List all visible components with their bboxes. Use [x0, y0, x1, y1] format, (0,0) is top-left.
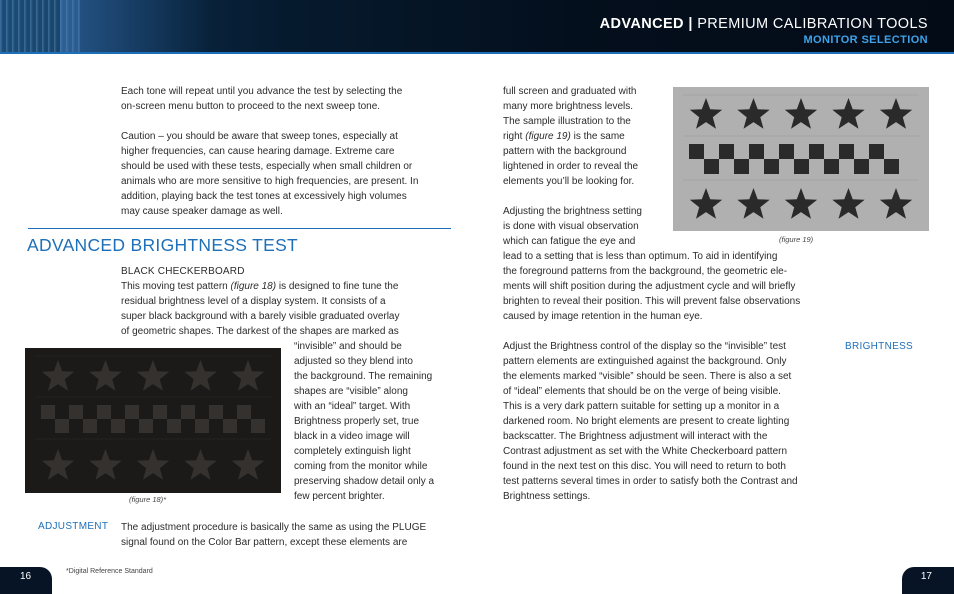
header-subtitle: MONITOR SELECTION [803, 34, 928, 46]
text-line: should be used with these tests, especially when small children or [121, 161, 413, 172]
star-icon [832, 188, 864, 219]
right-para-3 [503, 339, 833, 504]
checkerboard-square [153, 405, 167, 419]
text-line: found in the next test on this disc. You will need to return to both [503, 461, 786, 472]
checkerboard-square [719, 144, 734, 159]
checkerboard-square [809, 144, 824, 159]
checkerboard-square [839, 144, 854, 159]
figure-18-caption: (figure 18)* [129, 495, 167, 504]
text-line: super black background with a barely visible graduated overlay [121, 311, 400, 322]
text-line: Each tone will repeat until you advance the test by selecting the [121, 86, 403, 97]
side-heading-adjustment: ADJUSTMENT [38, 521, 109, 532]
text-line: Caution – you should be aware that sweep tones, especially at [121, 131, 398, 142]
figure-19-illustration [673, 87, 929, 231]
text-line: brighten to reveal their position. This will prevent false observations [503, 296, 801, 307]
text-line: the foreground patterns from the background, the geometric ele- [503, 266, 788, 277]
text-span: right [503, 131, 526, 142]
star-icon [232, 449, 264, 480]
left-para-1 [121, 84, 451, 114]
left-para-4 [121, 520, 451, 550]
text-line: with an “ideal” target. With [294, 401, 411, 412]
text-line: lightened in order to reveal the [503, 161, 639, 172]
page-number-right: 17 [902, 567, 954, 594]
text-line: test patterns several times in order to satisfy both the Contrast and [503, 476, 798, 487]
star-icon [184, 360, 216, 391]
star-icon [880, 98, 912, 129]
text-line: This is a very dark pattern suitable for setting up a monitor in a [503, 401, 780, 412]
checkerboard-square [209, 405, 223, 419]
text-line: many more brightness levels. [503, 101, 634, 112]
checkerboard-square [854, 159, 869, 174]
checkerboard-square [195, 419, 209, 433]
figure-reference: (figure 19) [525, 131, 571, 142]
star-icon [137, 360, 169, 391]
text-line: shapes are “visible” along [294, 386, 408, 397]
text-line: full screen and graduated with [503, 86, 637, 97]
header-accent-line [0, 52, 954, 54]
text-line: residual brightness level of a display system. It consists of a [121, 296, 386, 307]
text-line [121, 279, 451, 294]
text-line: which can fatigue the eye and [503, 236, 636, 247]
checkerboard-square [83, 419, 97, 433]
checkerboard-square [869, 144, 884, 159]
checkerboard-square [55, 419, 69, 433]
checkerboard-square [251, 419, 265, 433]
checkerboard-square [223, 419, 237, 433]
checkerboard-square [764, 159, 779, 174]
checkerboard-square [749, 144, 764, 159]
text-line: Adjusting the brightness setting [503, 206, 642, 217]
star-icon [42, 449, 74, 480]
checkerboard-square [779, 144, 794, 159]
checkerboard-square [794, 159, 809, 174]
text-line: caused by image retention in the human eye. [503, 311, 703, 322]
text-line: The sample illustration to the [503, 116, 631, 127]
page-number-left: 16 [0, 567, 52, 594]
side-heading-brightness: BRIGHTNESS [845, 341, 914, 352]
figure-19-pattern [673, 87, 929, 231]
text-line: is done with visual observation [503, 221, 639, 232]
text-line: backscatter. The Brightness adjustment will interact with the [503, 431, 768, 442]
star-icon [89, 449, 121, 480]
header-title-bold: ADVANCED | [599, 16, 693, 32]
checkerboard-square [167, 419, 181, 433]
text-line: darkened room. No bright elements are present to create lighting [503, 416, 790, 427]
star-icon [880, 188, 912, 219]
figure-reference: (figure 18) [230, 281, 277, 292]
text-line: addition, playing back the test tones at excessively high volumes [121, 191, 407, 202]
header-title [600, 16, 928, 32]
checkerboard-square [689, 144, 704, 159]
star-icon [89, 360, 121, 391]
text-line: pattern with the background [503, 146, 627, 157]
star-icon [737, 188, 769, 219]
checkerboard-square [237, 405, 251, 419]
text-line: Brightness properly set, true [294, 416, 420, 427]
star-icon [42, 360, 74, 391]
text-line: completely extinguish light [294, 446, 411, 457]
text-line: pattern elements are extinguished against the background. Only [503, 356, 787, 367]
page-header [0, 0, 954, 54]
figure-18-pattern [25, 348, 281, 493]
checkerboard-square [41, 405, 55, 419]
star-icon [232, 360, 264, 391]
text-line: signal found on the Color Bar pattern, except these elements are [121, 537, 408, 548]
checkerboard-square [111, 419, 125, 433]
text-line: may cause speaker damage as well. [121, 206, 283, 217]
text-line: Brightness settings. [503, 491, 591, 502]
checkerboard-square [884, 159, 899, 174]
star-icon [690, 188, 722, 219]
text-span: This moving test pattern [121, 281, 231, 292]
text-line: lead to a setting that is less than optimum. To aid in identifying [503, 251, 778, 262]
checkerboard-square [125, 405, 139, 419]
figure-18-black-checkerboard [25, 348, 281, 493]
star-icon [737, 98, 769, 129]
text-line: of “ideal” elements that should be on the verge of being visible. [503, 386, 781, 397]
text-line: coming from the monitor while [294, 461, 428, 472]
text-line: higher frequencies, can cause hearing damage. Extreme care [121, 146, 395, 157]
star-icon [690, 98, 722, 129]
text-line: Contrast adjustment as set with the White Checkerboard pattern [503, 446, 788, 457]
checkerboard-square [139, 419, 153, 433]
star-icon [137, 449, 169, 480]
right-para-2-wrap [503, 204, 659, 249]
text-line: adjusted so they blend into [294, 356, 413, 367]
text-line: on-screen menu button to proceed to the next sweep tone. [121, 101, 381, 112]
section-rule [28, 228, 451, 229]
star-icon [785, 188, 817, 219]
text-line [503, 129, 659, 144]
text-line: animals who are more sensitive to high frequencies, are present. In [121, 176, 419, 187]
right-para-2 [503, 249, 833, 324]
header-title-rest: PREMIUM CALIBRATION TOOLS [692, 16, 928, 32]
checkerboard-square [704, 159, 719, 174]
text-span: is the same [570, 131, 625, 142]
text-line: of geometric shapes. The darkest of the shapes are marked as [121, 326, 399, 337]
left-para-3 [121, 279, 451, 339]
star-icon [785, 98, 817, 129]
star-icon [184, 449, 216, 480]
text-line: preserving shadow detail only a [294, 476, 435, 487]
text-line: black in a video image will [294, 431, 410, 442]
right-para-1-wrap [503, 84, 659, 189]
checkerboard-square [181, 405, 195, 419]
figure-19-caption: (figure 19) [779, 235, 814, 244]
text-line: “invisible” and should be [294, 341, 402, 352]
text-line: elements you’ll be looking for. [503, 176, 635, 187]
checkerboard-square [824, 159, 839, 174]
header-glow [60, 0, 210, 54]
text-line: few percent brighter. [294, 491, 385, 502]
section-title: ADVANCED BRIGHTNESS TEST [27, 235, 299, 255]
text-line: Adjust the Brightness control of the display so the “invisible” test [503, 341, 786, 352]
checkerboard-square [69, 405, 83, 419]
text-line: The adjustment procedure is basically the same as using the PLUGE [121, 522, 427, 533]
left-para-2 [121, 129, 451, 219]
subsection-heading: BLACK CHECKERBOARD [121, 266, 245, 277]
checkerboard-square [97, 405, 111, 419]
text-line: the elements marked “visible” should be seen. There is also a set [503, 371, 792, 382]
left-para-3-wrap [294, 339, 451, 504]
star-icon [832, 98, 864, 129]
footnote: *Digital Reference Standard [66, 568, 153, 575]
text-line: the background. The remaining [294, 371, 433, 382]
text-span: is designed to fine tune the [276, 281, 399, 292]
checkerboard-square [734, 159, 749, 174]
text-line: ments will shift position during the adjustment cycle and will briefly [503, 281, 796, 292]
